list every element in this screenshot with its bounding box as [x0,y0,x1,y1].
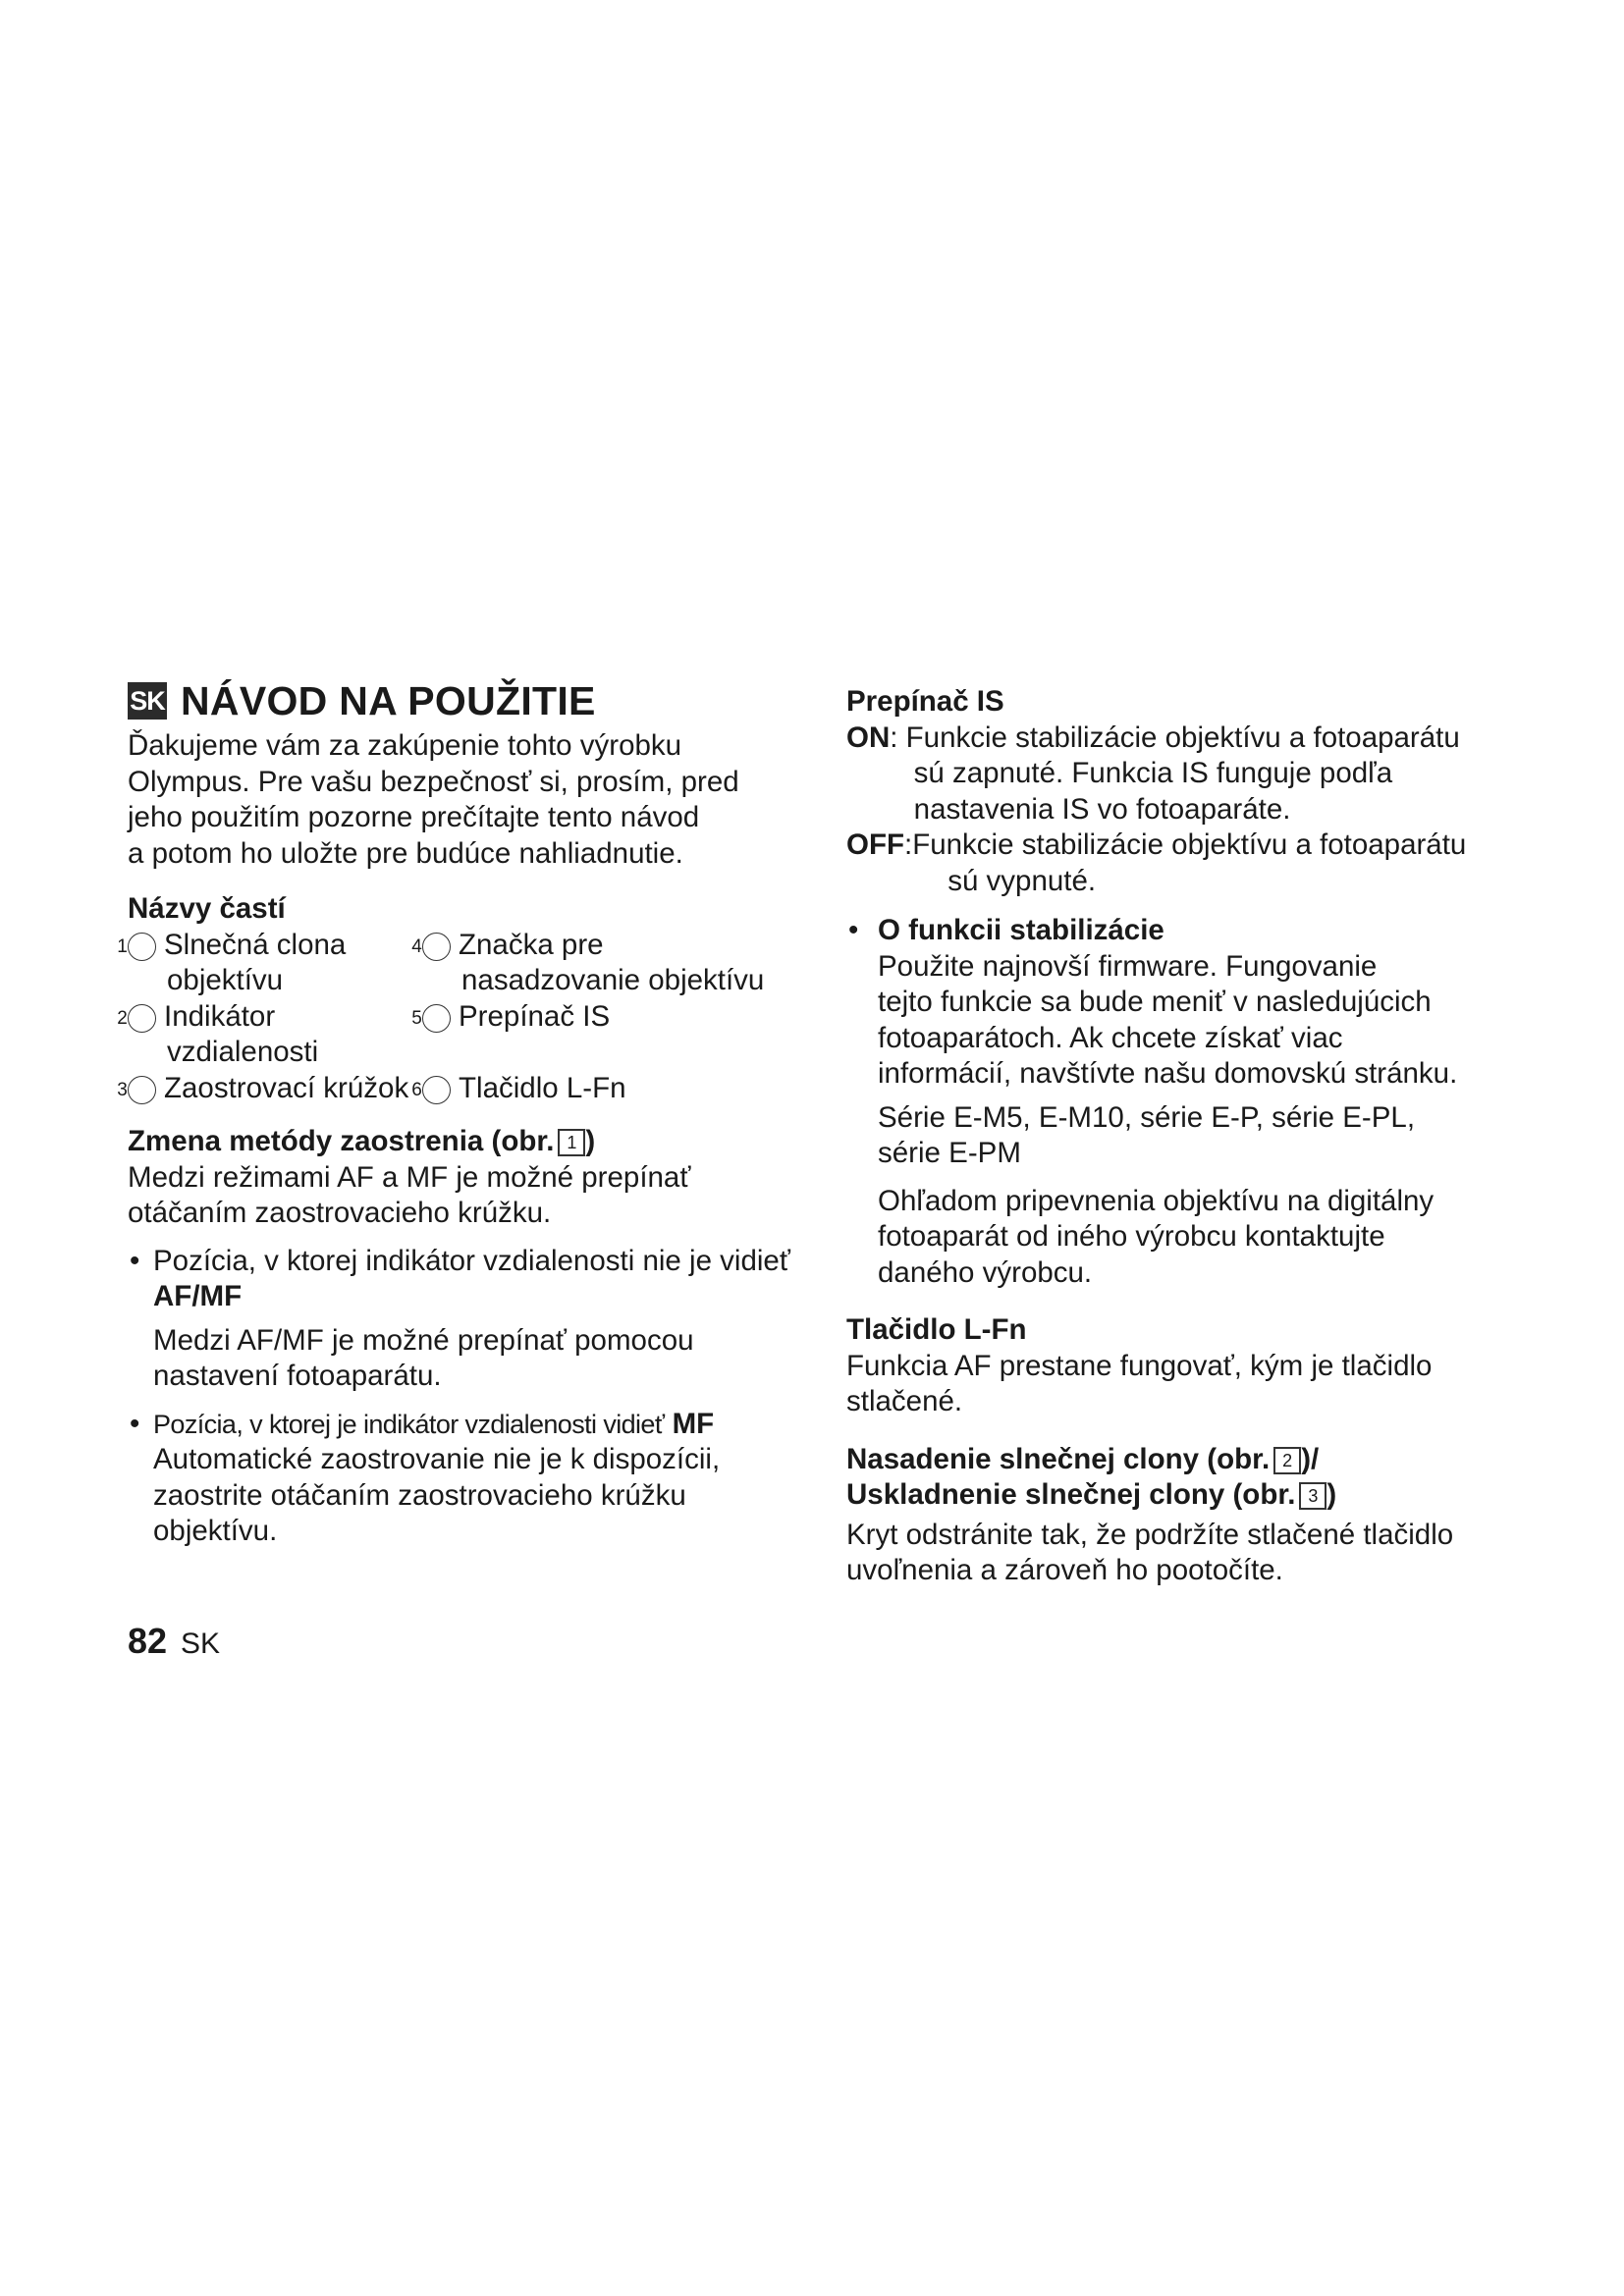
focus-line: Medzi režimami AF a MF je možné prepínať [128,1160,691,1194]
hood-line: uvoľnenia a zároveň ho pootočíte. [846,1554,1283,1586]
part-item [117,928,422,999]
series-line: Série E-M5, E-M10, série E-P, série E-PL, [878,1100,1416,1134]
bullet-line: objektívu. [153,1515,278,1547]
heading-end: ) [585,1125,596,1157]
part-number: 4 [422,933,451,961]
title-text: NÁVOD NA POUŽITIE [181,678,596,723]
intro-line: jeho použitím pozorne prečítajte tento návod [128,801,700,833]
part-item [411,999,776,1071]
part-label: Prepínač IS [459,999,611,1033]
on-line: sú zapnuté. Funkcia IS funguje podľa [913,757,1393,789]
heading-end: ) [1326,1478,1337,1511]
lfn-heading: Tlačidlo L-Fn [846,1313,1027,1346]
lfn-line: stlačené. [846,1385,963,1417]
is-off-row: OFF : Funkcie stabilizácie objektívu a fotoaparátu sú vypnuté. [846,828,1524,899]
page-footer [128,1620,220,1666]
off-text [912,828,1524,899]
focus-heading [128,1124,795,1160]
hood-heading-1: Nasadenie slnečnej clony (obr. [846,1442,1271,1475]
stabilization-line: informácií, navštívte našu domovskú stránku. [878,1057,1458,1090]
bullet-lead: Pozícia, v ktorej indikátor vzdialenosti nie je vidieť [153,1244,790,1277]
parts-heading: Názvy častí [128,892,286,925]
mount-note-line: daného výrobcu. [878,1255,1093,1289]
part-label: Indikátor vzdialenosti [164,999,319,1068]
mount-note-line: Ohľadom pripevnenia objektívu na digitálny [878,1184,1435,1217]
on-key: ON [846,721,891,754]
part-number: 2 [128,1004,156,1033]
is-on-row: ON : Funkcie stabilizácie objektívu a fotoaparátu sú zapnuté. Funkcia IS funguje podľa nastavenia IS vo fotoaparáte. [846,721,1524,828]
focus-heading-text: Zmena metódy zaostrenia (obr. [128,1125,555,1157]
lfn-text [846,1349,1524,1420]
part-number: 1 [128,933,156,961]
part-number: 3 [128,1076,156,1104]
page-title [128,677,795,724]
figure-ref: 1 [558,1129,585,1156]
hood-line: Kryt odstránite tak, že podržíte stlačené tlačidlo [846,1518,1454,1551]
focus-text [128,1160,795,1232]
lfn-line: Funkcia AF prestane fungovať, kým je tlačidlo [846,1349,1433,1382]
part-number: 5 [422,1004,451,1033]
part-item [117,999,422,1071]
off-line: sú vypnuté. [947,864,1097,897]
on-text [906,721,1524,828]
bullet-strong: AF/MF [153,1280,243,1312]
page-lang: SK [181,1628,221,1660]
part-label: Tlačidlo L-Fn [459,1071,626,1104]
part-item [117,1071,422,1107]
hood-heading [846,1442,1524,1514]
bullet-strong: MF [672,1407,715,1440]
heading-end: )/ [1301,1442,1320,1475]
focus-line: otáčaním zaostrovacieho krúžku. [128,1197,552,1229]
hood-heading-2: Uskladnenie slnečnej clony (obr. [846,1478,1296,1511]
intro-line: Olympus. Pre vašu bezpečnosť si, prosím, pred [128,765,739,798]
mount-note-line: fotoaparát od iného výrobcu kontaktujte [878,1220,1385,1253]
figure-ref: 3 [1299,1482,1326,1510]
part-label: Značka pre nasadzovanie objektívu [459,928,765,996]
focus-bullet-2 [128,1407,795,1550]
intro-line: Ďakujeme vám za zakúpenie tohto výrobku [128,729,682,762]
is-heading: Prepínač IS [846,685,1004,718]
language-badge: SK [128,682,167,720]
on-line: nastavenia IS vo fotoaparáte. [913,792,1291,826]
intro-paragraph [128,728,795,872]
off-line: Funkcie stabilizácie objektívu a fotoaparátu [912,828,1467,861]
part-item [411,1071,776,1107]
part-number: 6 [422,1076,451,1104]
left-column [117,677,795,1550]
parts-list [117,928,795,1107]
figure-ref: 2 [1273,1447,1301,1474]
off-key: OFF [846,828,904,861]
stabilization-heading: O funkcii stabilizácie [878,914,1164,946]
page-number: 82 [128,1621,168,1661]
stabilization-line: fotoaparátoch. Ak chcete získať viac [878,1021,1343,1054]
stabilization-bullet [846,913,1524,1291]
focus-bullet-1 [128,1244,795,1395]
on-line: Funkcie stabilizácie objektívu a fotoaparátu [905,721,1460,754]
series-line: série E-PM [878,1137,1021,1169]
part-label: Zaostrovací krúžok [164,1071,409,1104]
stabilization-line: Použite najnovší firmware. Fungovanie [878,949,1378,983]
bullet-lead: Pozícia, v ktorej je indikátor vzdialenosti vidieť [153,1409,665,1439]
bullet-line: nastavení fotoaparátu. [153,1360,442,1392]
stabilization-line: tejto funkcie sa bude meniť v nasledujúcich [878,986,1432,1018]
part-label: Slnečná clona objektívu [164,928,347,996]
hood-text [846,1518,1524,1589]
bullet-line: Medzi AF/MF je možné prepínať pomocou [153,1323,694,1357]
part-item [411,928,776,999]
bullet-line: zaostrite otáčaním zaostrovacieho krúžku [153,1478,686,1512]
right-column [846,684,1524,1589]
bullet-line: Automatické zaostrovanie nie je k dispozícii, [153,1443,721,1475]
intro-line: a potom ho uložte pre budúce nahliadnutie. [128,836,683,870]
